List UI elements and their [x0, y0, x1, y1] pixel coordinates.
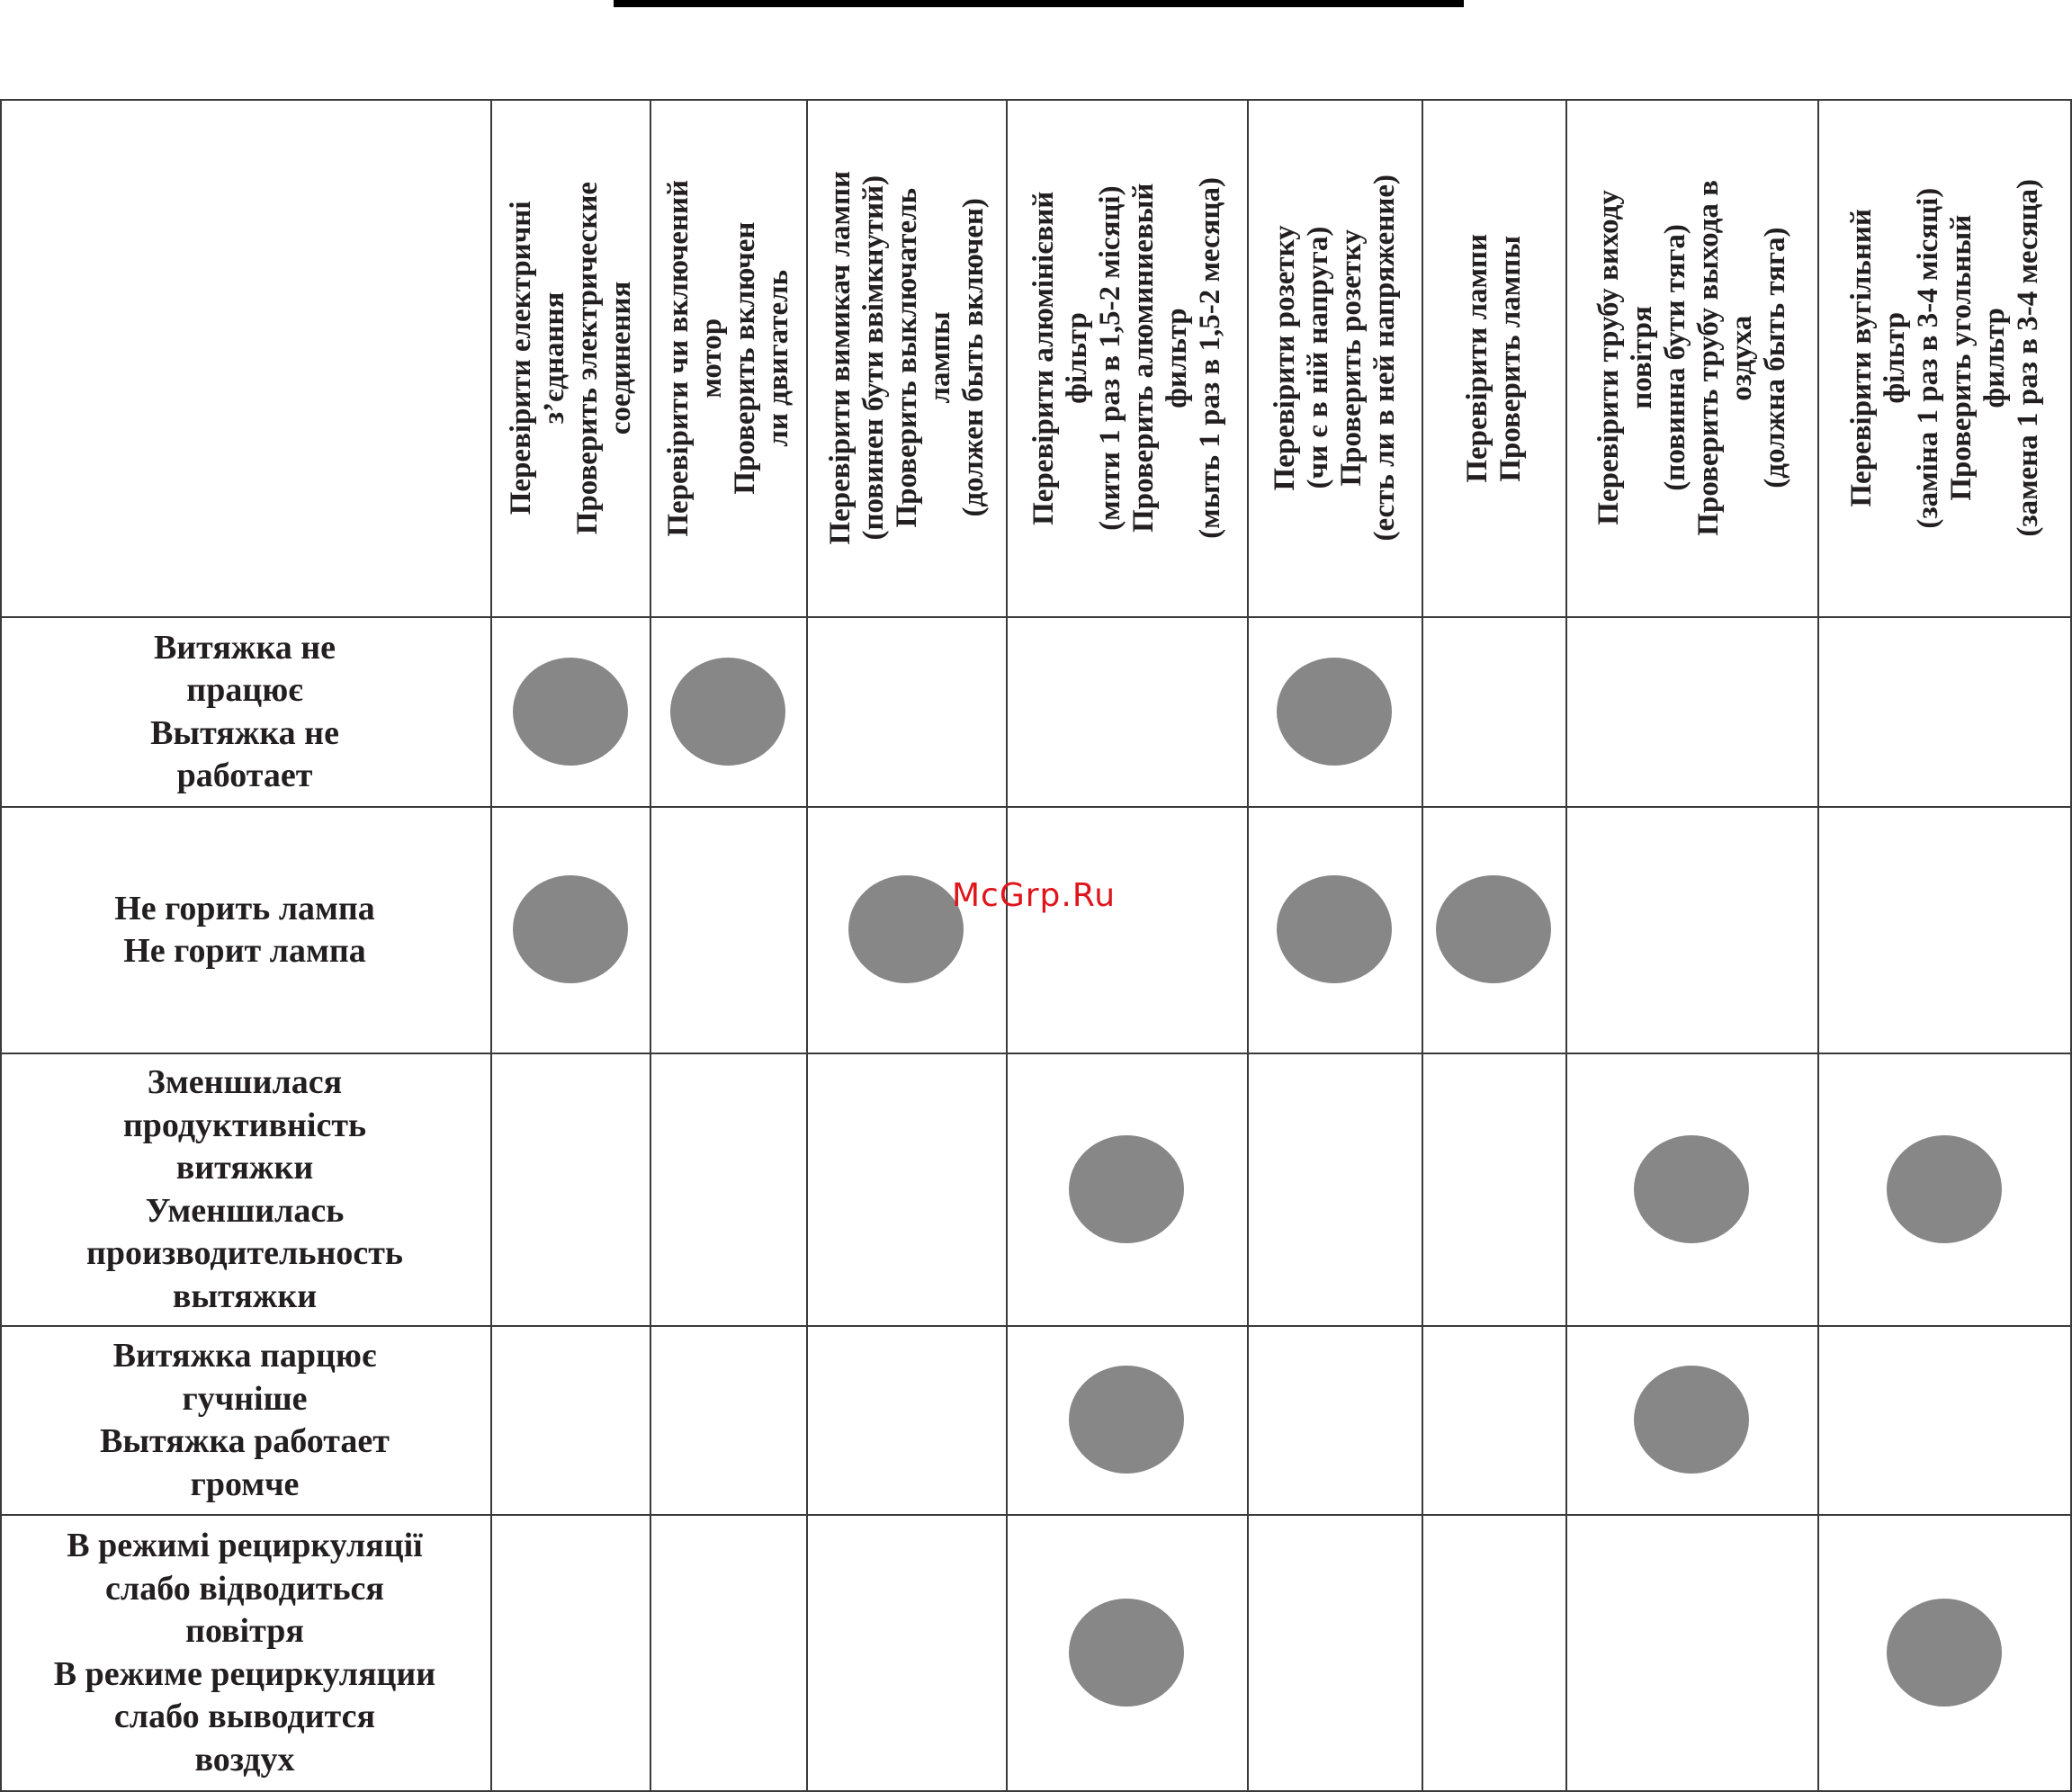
column-header-line: Проверить угольный [1945, 215, 1978, 501]
row-header-line: продуктивність [122, 1106, 367, 1144]
row-header [0, 1327, 489, 1514]
column-header-line: (есть ли в ней напряжение) [1368, 175, 1401, 542]
column-header [651, 101, 806, 615]
column-header [808, 101, 1006, 615]
column-header-line: повітря [1626, 306, 1659, 410]
column-header-line: Проверить алюминиевый [1127, 183, 1160, 533]
column-header-text [824, 171, 991, 545]
check-mark-dot [1069, 1599, 1184, 1707]
column-header-line: мотор [695, 318, 729, 399]
row-header-line: Не горит лампа [123, 932, 366, 970]
column-header-line: фільтр [1061, 312, 1094, 404]
row-header [0, 808, 489, 1053]
column-header-line: лампы [923, 311, 956, 405]
row-header-line: воздух [194, 1740, 295, 1779]
column-header-line: Проверить электрические [570, 181, 604, 535]
column-header-line: оздуха [1725, 315, 1758, 401]
row-header-line: Вытяжка не [150, 713, 339, 752]
row-header-line: Уменшилась [145, 1191, 345, 1230]
column-header-line: фильтр [1978, 308, 2011, 408]
column-header-text [662, 180, 795, 537]
check-mark-dot [1069, 1366, 1184, 1474]
check-mark-dot [1634, 1366, 1749, 1474]
column-header-line: (мыть 1 раз в 1,5-2 месяца) [1193, 177, 1226, 539]
column-header-line: Перевірити алюмінієвий [1027, 191, 1061, 525]
row-header-line: повітря [185, 1612, 304, 1650]
column-header-text [1027, 177, 1227, 539]
row-header [0, 1054, 489, 1325]
column-header-line: Перевірити трубу виходу [1592, 190, 1626, 526]
column-header-line: (заміна 1 раз в 3-4 місяці) [1912, 187, 1945, 529]
column-header-line: Перевірити вимикач лампи [823, 171, 857, 545]
column-header-line: (повинна бути тяга) [1659, 224, 1692, 492]
column-header [1008, 101, 1247, 615]
watermark: McGrp.Ru [952, 877, 1117, 914]
column-header-line: (замена 1 раз в 3-4 месяца) [2011, 179, 2044, 537]
column-header-line: соединения [604, 281, 637, 435]
column-header-line: Перевірити електричні [504, 201, 537, 515]
check-mark-dot [1277, 875, 1392, 983]
row-header [0, 1516, 489, 1790]
row-header-line: вытяжки [172, 1277, 318, 1315]
column-header-line: Проверить лампы [1494, 235, 1527, 481]
column-header [1249, 101, 1422, 615]
row-header-line: Витяжка не [153, 628, 336, 667]
row-header-line: працює [186, 671, 303, 709]
top-rule [614, 0, 1464, 7]
column-header-line: Перевірити лампи [1461, 233, 1494, 483]
column-header [1423, 101, 1565, 615]
check-mark-dot [1277, 658, 1392, 766]
check-mark-dot [1436, 875, 1551, 983]
row-header-line: гучніше [182, 1379, 308, 1418]
column-header-line: фильтр [1160, 308, 1193, 408]
column-header-line: Перевірити розетку [1269, 225, 1302, 491]
column-header [1567, 101, 1817, 615]
column-header-line: Проверить трубу выхода в [1692, 180, 1725, 536]
column-header-line: Перевірити вугільний [1845, 209, 1879, 507]
row-header-line: работает [176, 757, 313, 794]
row-header-line: производительность [86, 1234, 403, 1272]
column-header-line: (должна быть тяга) [1758, 227, 1791, 489]
column-header-line: (должен быть включен) [956, 198, 990, 518]
row-header-line: громче [190, 1465, 300, 1503]
column-header-line: (повинен бути ввімкнутий) [857, 175, 890, 541]
row-header-line: Вытяжка работает [100, 1422, 390, 1460]
check-mark-dot [1634, 1135, 1749, 1243]
row-header-line: витяжки [175, 1149, 314, 1187]
column-header [492, 101, 650, 615]
check-mark-dot [670, 658, 785, 766]
column-header-text [1269, 175, 1402, 541]
check-mark-dot [1887, 1135, 2002, 1243]
row-header-line: слабо выводится [113, 1698, 376, 1735]
column-header-line: Перевірити чи включений [662, 179, 695, 537]
check-mark-dot [1887, 1599, 2002, 1707]
column-header-text [505, 182, 638, 534]
column-header-line: Проверить включен [729, 221, 761, 495]
column-header-line: (мити 1 раз в 1,5-2 місяці) [1094, 185, 1127, 531]
check-mark-dot [513, 875, 628, 983]
column-header-line: з’єднання [537, 291, 570, 425]
column-header-text [1461, 234, 1528, 483]
row-header-line: В режиме рециркуляции [53, 1654, 436, 1693]
row-header-line: В режимі рециркуляції [67, 1527, 423, 1564]
column-header-text [1845, 179, 2045, 537]
check-mark-dot [513, 658, 628, 766]
column-header [1819, 101, 2071, 615]
row-header-line: Витяжка парцює [112, 1337, 377, 1375]
row-header-line: Зменшилася [147, 1063, 343, 1101]
column-header-line: Проверить выключатель [890, 188, 923, 528]
row-header-line: слабо відводиться [105, 1569, 384, 1608]
column-header-text [1592, 180, 1792, 536]
check-mark-dot [1069, 1135, 1184, 1243]
column-header-line: Проверить розетку [1335, 229, 1368, 487]
row-header-line: Не горить лампа [114, 889, 375, 927]
column-header-line: (чи є в ній напруга) [1302, 227, 1335, 489]
column-header-line: фільтр [1879, 312, 1912, 404]
row-header [0, 618, 489, 806]
column-header-line: ли двигатель [761, 269, 794, 447]
check-mark-dot [848, 875, 964, 983]
